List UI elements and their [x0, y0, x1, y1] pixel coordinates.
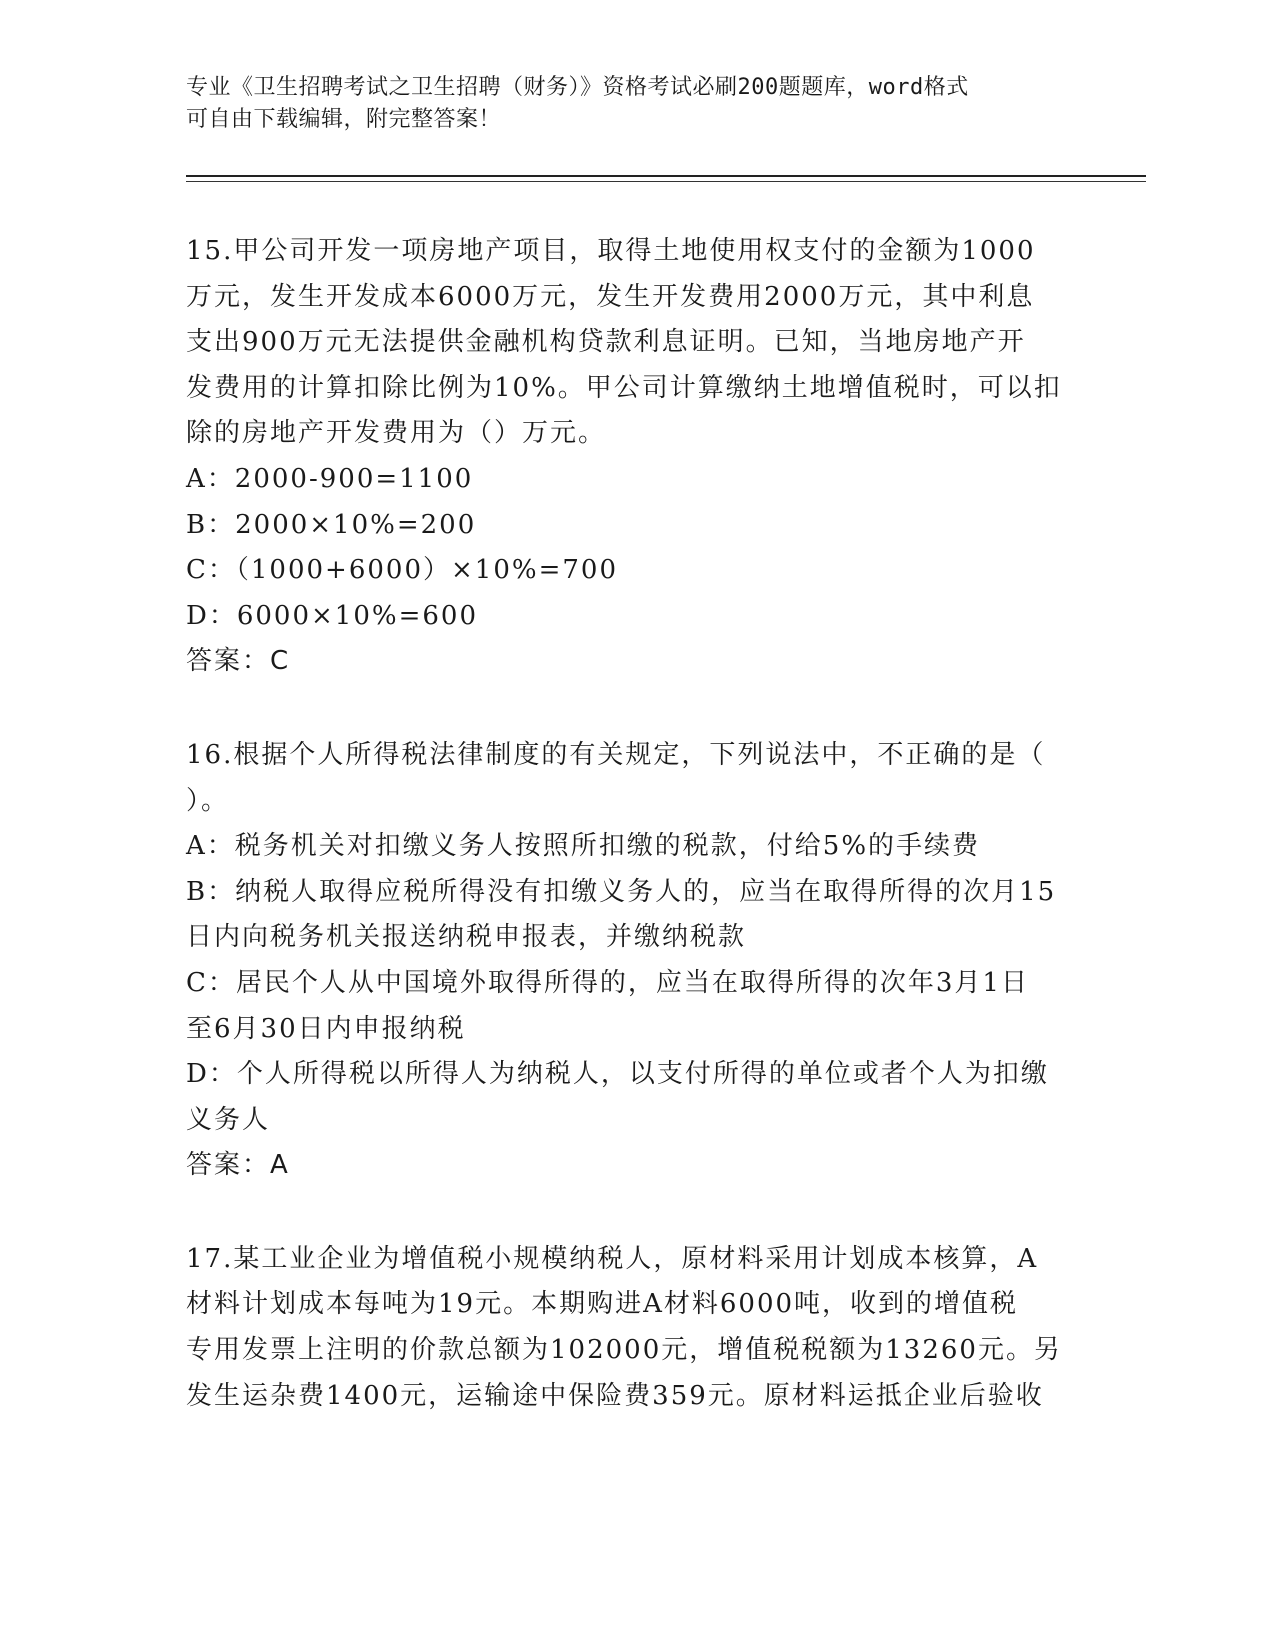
question-text-line: 万元，发生开发成本6000万元，发生开发费用2000万元，其中利息 [186, 281, 1035, 312]
option-c: C：居民个人从中国境外取得所得的，应当在取得所得的次年3月1日 [186, 967, 1029, 998]
question-16 [186, 733, 1086, 1189]
option-b: B：2000×10%=200 [186, 509, 477, 540]
header-line-2: 可自由下载编辑，附完整答案！ [186, 107, 502, 132]
option-d-continued: 义务人 [186, 1104, 271, 1135]
question-text-line: 除的房地产开发费用为（）万元。 [186, 418, 607, 449]
header-divider-thin [186, 181, 1146, 182]
question-text-line: 支出900万元无法提供金融机构贷款利息证明。已知，当地房地产开 [186, 327, 1026, 358]
option-d: D：6000×10%=600 [186, 600, 478, 631]
question-text-line: 发费用的计算扣除比例为10%。甲公司计算缴纳土地增值税时，可以扣 [186, 372, 1062, 403]
option-c-continued: 至6月30日内申报纳税 [186, 1013, 466, 1044]
option-b: B：纳税人取得应税所得没有扣缴义务人的，应当在取得所得的次月15 [186, 876, 1057, 907]
header-divider-thick [186, 175, 1146, 177]
header-line-1: 专业《卫生招聘考试之卫生招聘（财务）》资格考试必刷200题题库，word格式 [186, 75, 969, 100]
question-text-line: 发生运杂费1400元，运输途中保险费359元。原材料运抵企业后验收 [186, 1380, 1044, 1411]
option-a: A：税务机关对扣缴义务人按照所扣缴的税款，付给5%的手续费 [186, 831, 981, 862]
option-a: A：2000-900=1100 [186, 463, 474, 494]
option-c: C：（1000+6000）×10%=700 [186, 555, 619, 586]
question-text-line: 专用发票上注明的价款总额为102000元，增值税税额为13260元。另 [186, 1335, 1062, 1366]
option-b-continued: 日内向税务机关报送纳税申报表，并缴纳税款 [186, 922, 747, 953]
question-text-line: 材料计划成本每吨为19元。本期购进A材料6000吨，收到的增值税 [186, 1289, 1019, 1320]
question-17 [186, 1237, 1086, 1419]
answer-label: 答案：A [186, 1150, 290, 1181]
document-header [186, 72, 1066, 136]
question-text-line: 16.根据个人所得税法律制度的有关规定，下列说法中，不正确的是（ [186, 739, 1046, 770]
question-text-line: 15.甲公司开发一项房地产项目，取得土地使用权支付的金额为1000 [186, 236, 1036, 266]
question-text-line: ）。 [186, 785, 230, 816]
question-text-line: 17.某工业企业为增值税小规模纳税人，原材料采用计划成本核算，A [186, 1243, 1039, 1274]
option-d: D：个人所得税以所得人为纳税人，以支付所得的单位或者个人为扣缴 [186, 1059, 1049, 1090]
question-list [186, 229, 1086, 1467]
question-15 [186, 229, 1086, 685]
answer-label: 答案：C [186, 646, 291, 677]
